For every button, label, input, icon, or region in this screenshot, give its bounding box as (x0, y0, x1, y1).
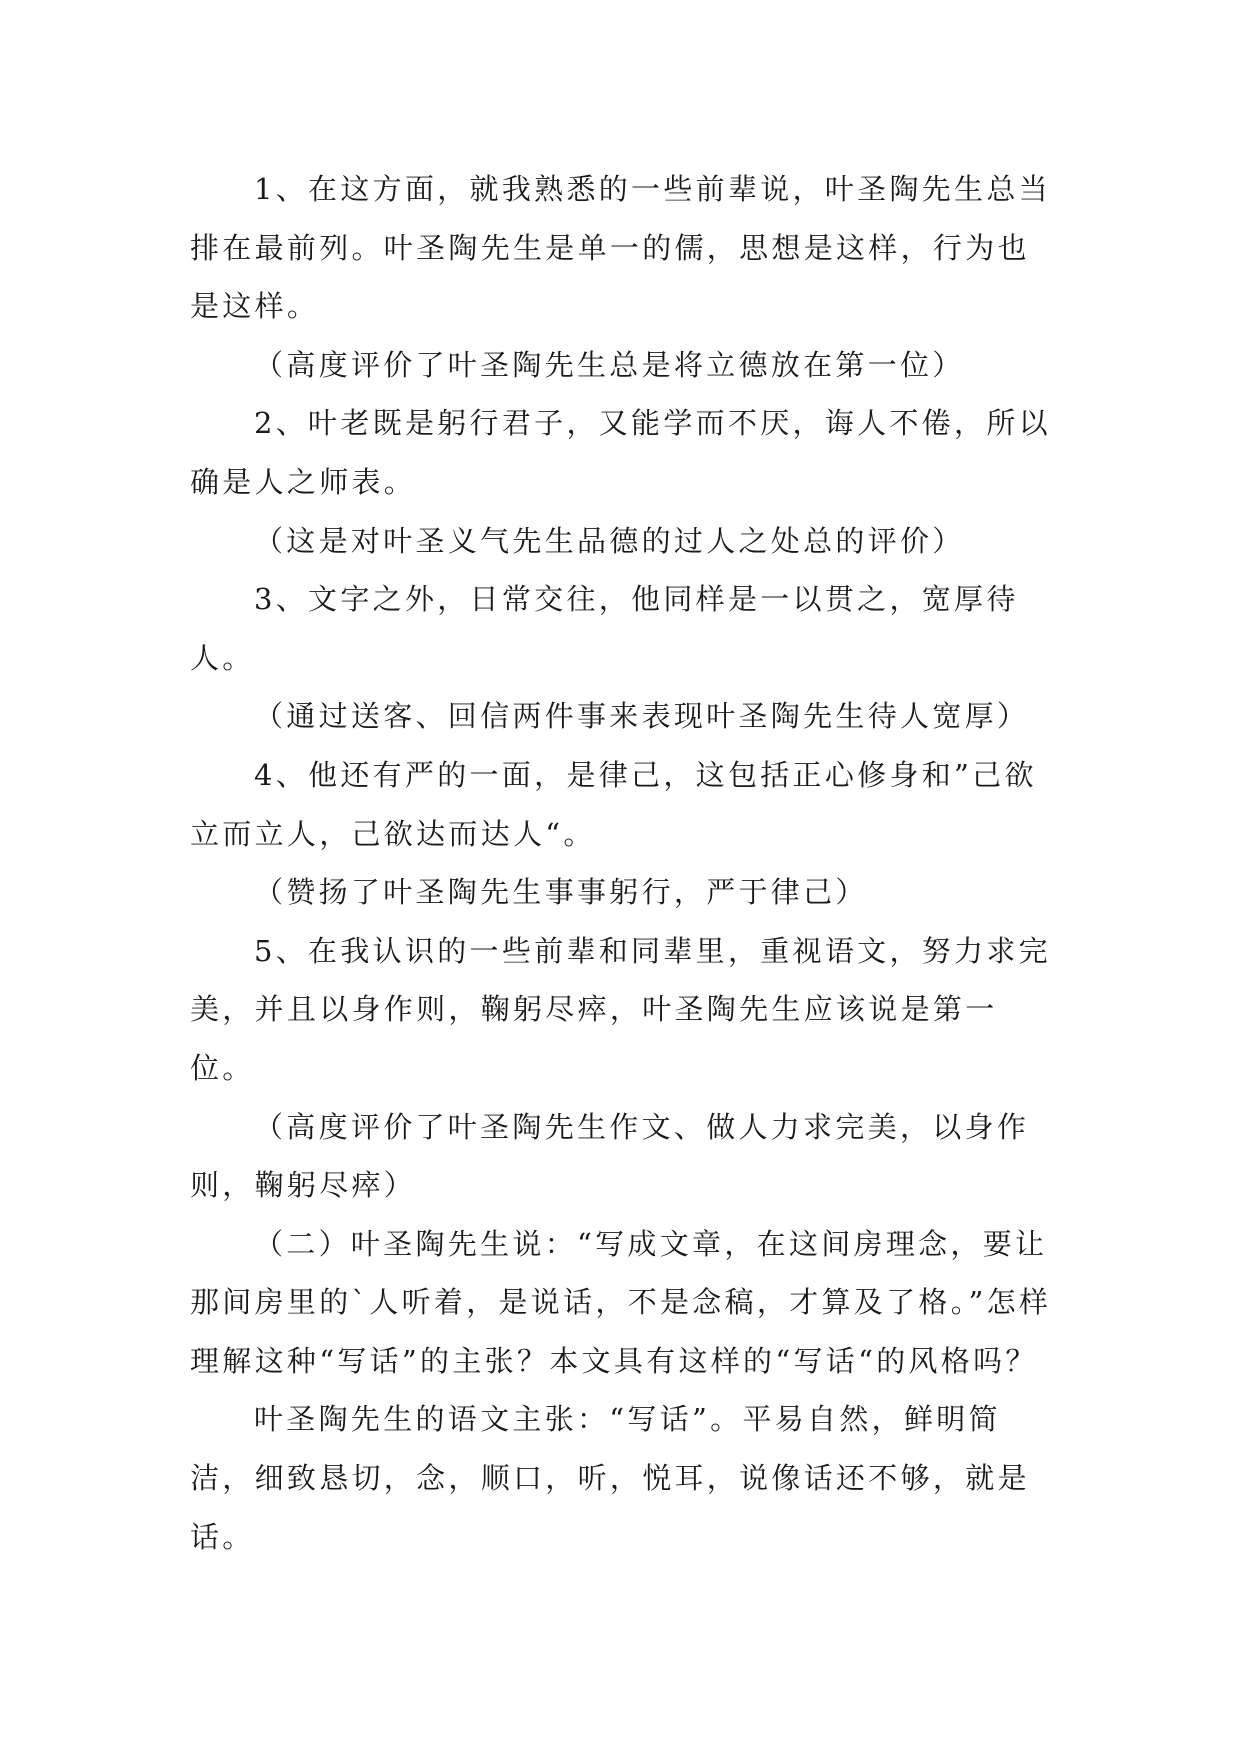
paragraph-point-5: 5、在我认识的一些前辈和同辈里，重视语文，努力求完美，并且以身作则，鞠躬尽瘁，叶圣陶先生应该说是第一位。 (190, 933, 1051, 1085)
paragraph-comment-1: （高度评价了叶圣陶先生总是将立德放在第一位） (254, 347, 965, 382)
paragraph-point-3: 3、文字之外，日常交往，他同样是一以贯之，宽厚待人。 (190, 582, 1019, 675)
document-body (190, 160, 1052, 1566)
paragraph-point-4: 4、他还有严的一面，是律己，这包括正心修身和”己欲立而立人，己欲达而达人“。 (190, 757, 1037, 851)
paragraph-answer-2: 叶圣陶先生的语文主张：“写话”。平易自然，鲜明简洁，细致恳切，念，顺口，听，悦耳，说像话还不够，就是话。 (190, 1402, 1030, 1554)
paragraph-comment-3: （通过送客、回信两件事来表现叶圣陶先生待人宽厚） (254, 699, 1030, 734)
paragraph-question-2: （二）叶圣陶先生说：“写成文章，在这间房理念，要让那间房里的`人听着，是说话，不是念稿，才算及了格。”怎样理解这种“写话”的主张？本文具有这样的“写话“的风格吗？ (190, 1226, 1052, 1378)
paragraph-comment-5: （高度评价了叶圣陶先生作文、做人力求完美，以身作则，鞠躬尽瘁） (190, 1109, 1030, 1203)
paragraph-comment-2: （这是对叶圣义气先生品德的过人之处总的评价） (254, 523, 965, 558)
paragraph-point-2: 2、叶老既是躬行君子，又能学而不厌，诲人不倦，所以确是人之师表。 (190, 406, 1051, 499)
paragraph-point-1: 1、在这方面，就我熟悉的一些前辈说，叶圣陶先生总当排在最前列。叶圣陶先生是单一的儒，思想是这样，行为也是这样。 (190, 172, 1051, 324)
paragraph-comment-4: （赞扬了叶圣陶先生事事躬行，严于律己） (254, 875, 868, 910)
